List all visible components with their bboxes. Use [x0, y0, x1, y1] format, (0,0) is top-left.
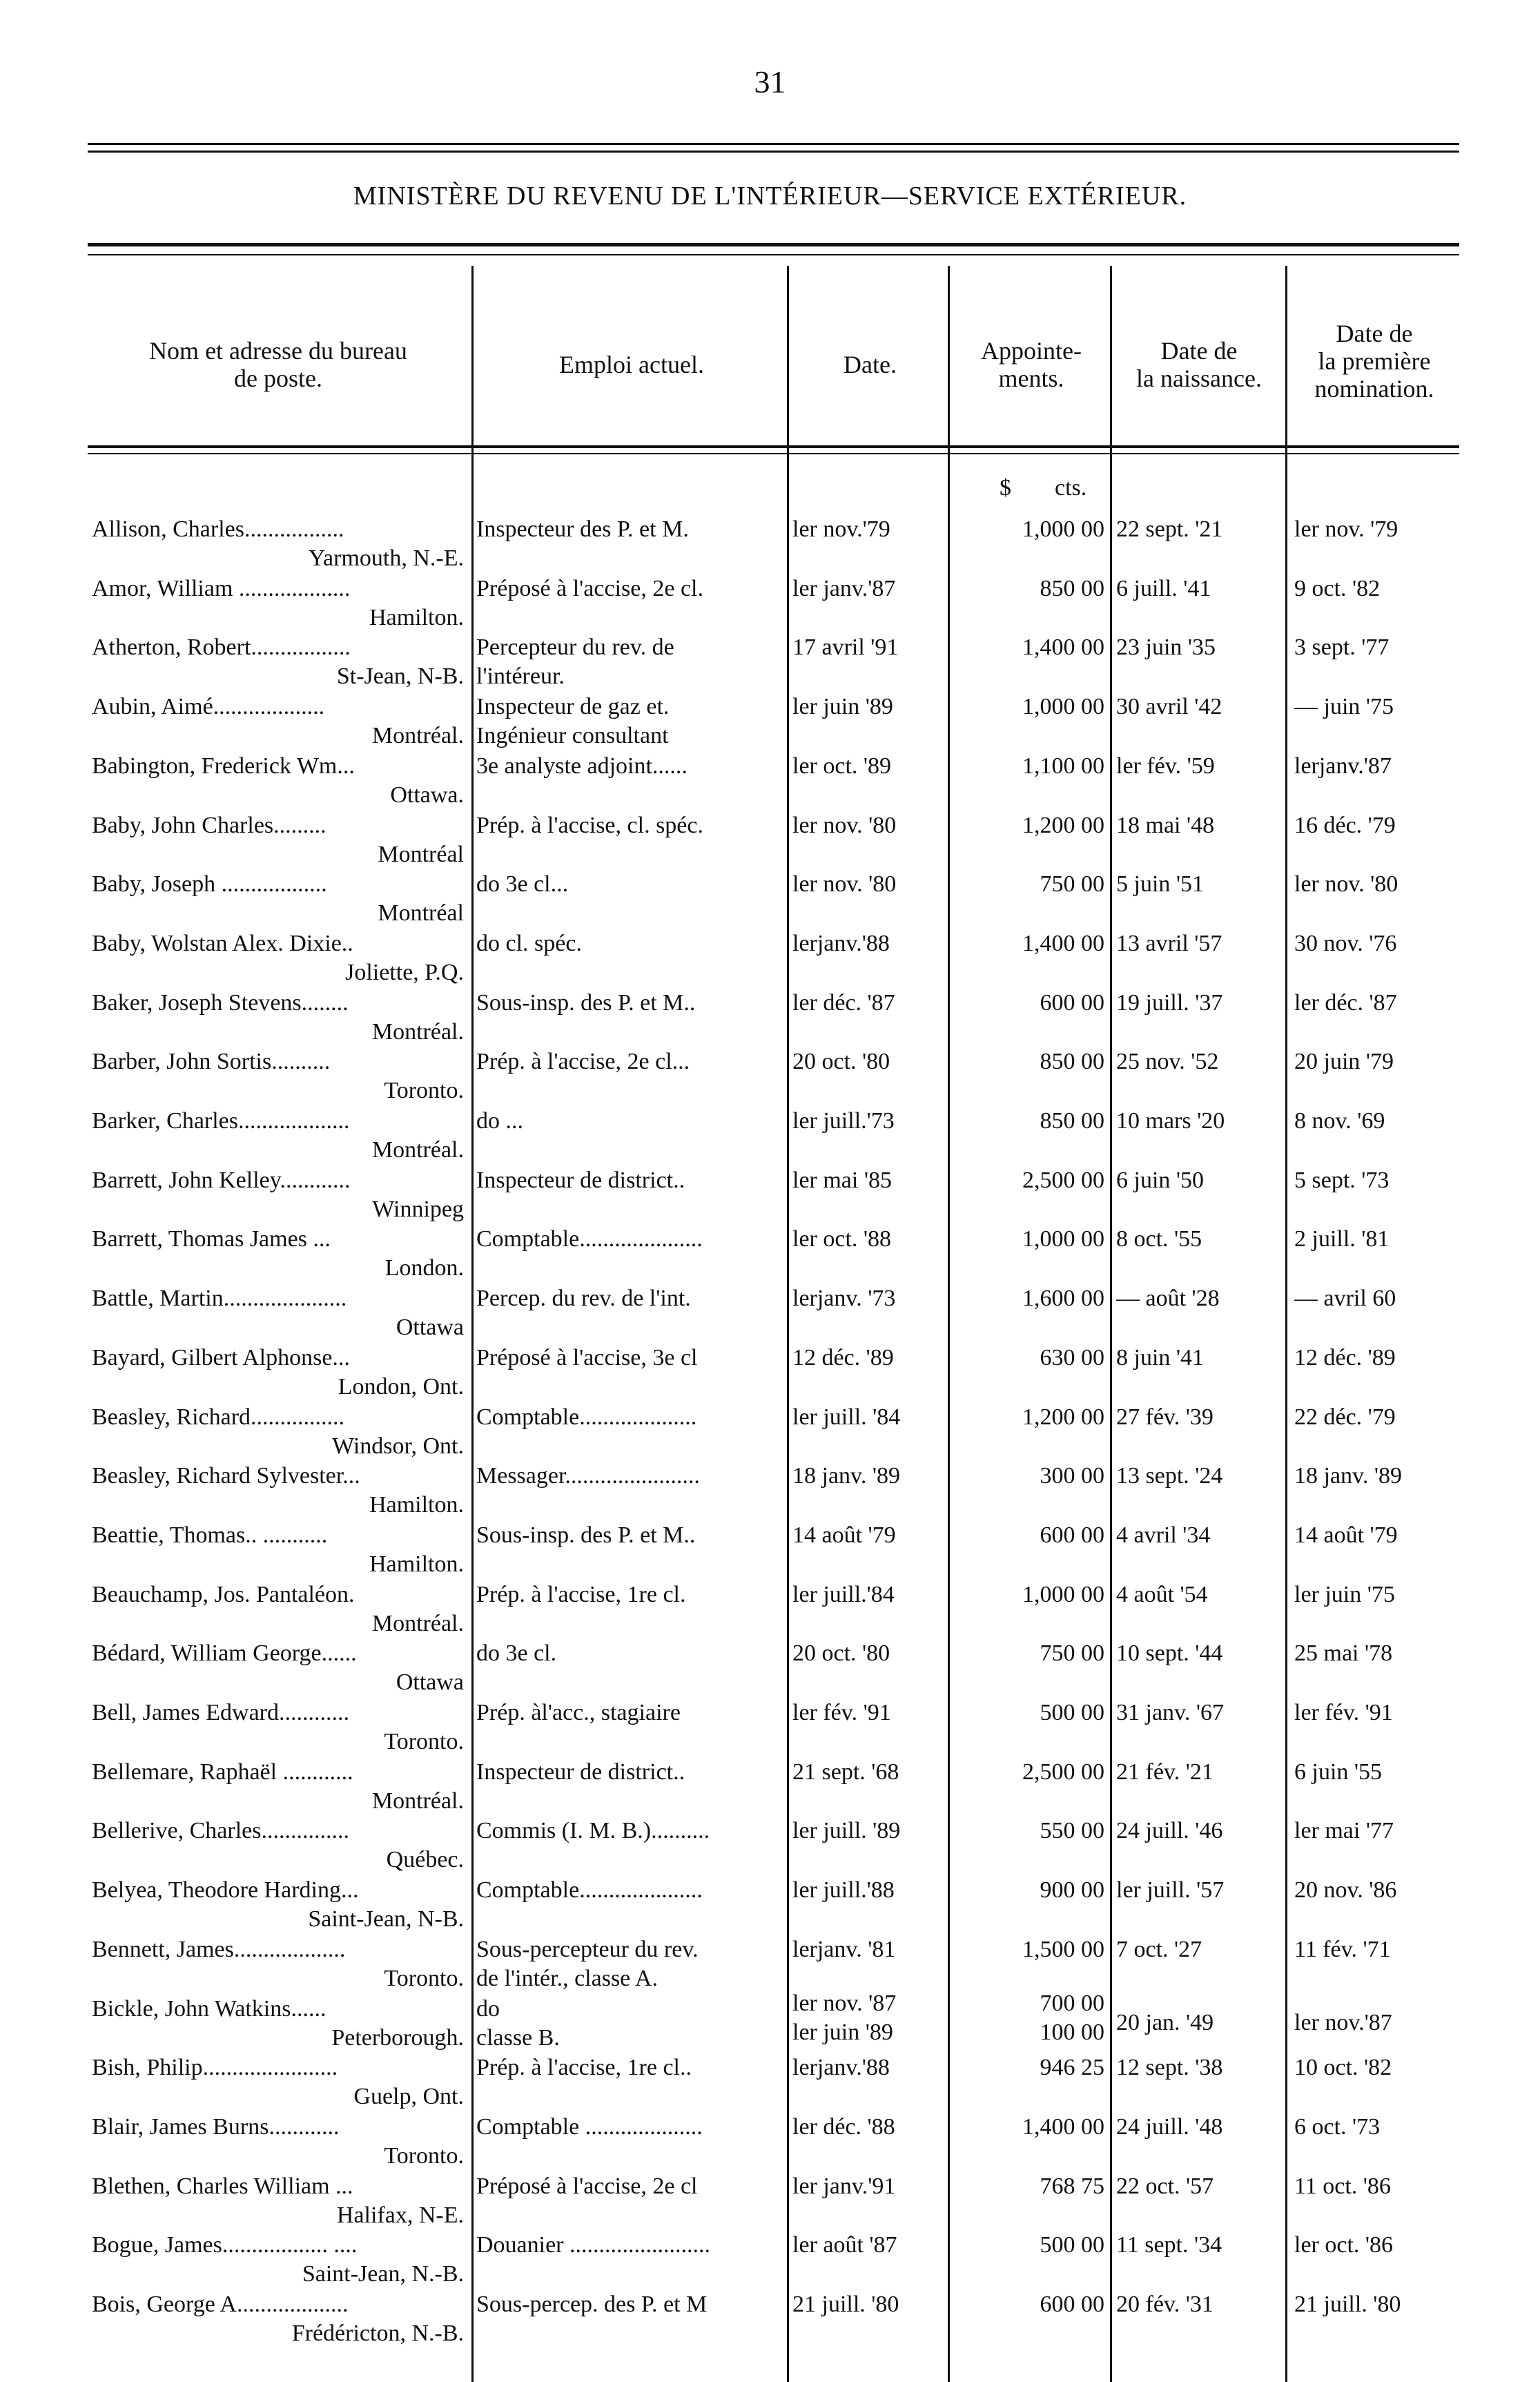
cell-salary: 1,500 00	[1022, 1936, 1104, 1962]
cell-first: 22 déc. '79	[1294, 1404, 1396, 1430]
cell-place: Toronto.	[384, 1078, 464, 1104]
cell-name: Barker, Charles...................	[92, 1108, 350, 1134]
cell-salary: 850 00	[1040, 1049, 1104, 1075]
cell-first: 16 déc. '79	[1294, 812, 1396, 838]
cell-job: Prép. à l'accise, 1re cl..	[476, 2055, 692, 2081]
cell-date: ler août '87	[792, 2232, 897, 2258]
header-job: Emploi actuel.	[559, 351, 704, 378]
cell-place: Toronto.	[384, 2142, 464, 2169]
page-number: 31	[754, 64, 786, 99]
cell-place: Frédéricton, N.-B.	[291, 2321, 464, 2346]
header-first-line-2: la première	[1318, 347, 1431, 375]
cell-job2: de l'intér., classe A.	[476, 1965, 658, 1991]
cell-job: Comptable ....................	[476, 2113, 703, 2140]
header-first	[1288, 320, 1461, 403]
cell-job: do 3e cl...	[476, 871, 569, 898]
title-rule-2	[88, 254, 1459, 255]
cell-job: Inspecteur de gaz et.	[476, 694, 670, 720]
cell-job: Inspecteur des P. et M.	[476, 516, 689, 542]
header-salary	[953, 337, 1110, 392]
header-date: Date.	[844, 351, 897, 378]
cell-name: Beasley, Richard................	[92, 1404, 345, 1430]
cell-place: Toronto.	[384, 1729, 464, 1754]
cell-salary: 750 00	[1040, 1640, 1104, 1667]
cell-name: Bellemare, Raphaël ............	[92, 1759, 353, 1785]
cell-birth: 27 fév. '39	[1116, 1404, 1214, 1430]
cell-salary: 1,400 00	[1022, 635, 1104, 661]
cell-date: ler mai '85	[792, 1167, 892, 1193]
cell-first: 5 sept. '73	[1294, 1167, 1390, 1193]
cell-name: Bédard, William George......	[92, 1640, 357, 1667]
cell-job: Préposé à l'accise, 2e cl.	[476, 575, 703, 601]
cell-job2: classe B.	[476, 2024, 560, 2051]
cell-first: 2 juill. '81	[1294, 1226, 1390, 1252]
cell-birth: 13 avril '57	[1116, 930, 1222, 956]
cell-birth: 25 nov. '52	[1116, 1049, 1219, 1075]
cell-first: ler nov. '80	[1294, 871, 1398, 898]
top-rule-2	[88, 151, 1459, 153]
cell-date: ler nov. '80	[792, 812, 897, 838]
cell-place: Ottawa.	[390, 782, 464, 808]
cell-job: Préposé à l'accise, 3e cl	[476, 1344, 698, 1371]
cell-first: 9 oct. '82	[1294, 575, 1381, 601]
cell-first: ler fév. '91	[1294, 1700, 1393, 1725]
cell-job: Comptable.....................	[476, 1226, 703, 1252]
cell-job: Comptable.....................	[476, 1877, 703, 1904]
header-birth-line-1: Date de	[1160, 337, 1238, 365]
cell-salary: 1,100 00	[1022, 753, 1104, 779]
cell-first: 8 nov. '69	[1294, 1108, 1385, 1134]
cell-date: lerjanv. '81	[792, 1936, 896, 1962]
cell-job: Inspecteur de district..	[476, 1759, 685, 1785]
cell-salary: 850 00	[1040, 575, 1104, 601]
cell-salary2: 100 00	[1040, 2019, 1104, 2045]
cell-name: Babington, Frederick Wm...	[92, 753, 355, 779]
cell-place: Windsor, Ont.	[332, 1433, 464, 1459]
cell-place: Hamilton.	[369, 1551, 464, 1577]
cell-place: Ottawa	[396, 1669, 464, 1696]
header-birth	[1113, 337, 1285, 392]
cell-salary: 850 00	[1040, 1108, 1104, 1134]
header-first-line-1: Date de	[1336, 320, 1413, 347]
cell-job: do	[476, 1995, 500, 2022]
cell-job: do 3e cl.	[476, 1640, 557, 1667]
cell-birth: 21 fév. '21	[1116, 1759, 1214, 1785]
cell-job: 3e analyste adjoint......	[476, 753, 688, 779]
cell-place: Halifax, N-E.	[336, 2202, 464, 2228]
cell-job: Comptable....................	[476, 1404, 697, 1430]
cell-salary: 1,400 00	[1022, 2113, 1104, 2140]
cell-salary: 1,400 00	[1022, 930, 1104, 956]
cell-birth: 30 avril '42	[1116, 694, 1222, 720]
cell-name: Bellerive, Charles...............	[92, 1818, 349, 1844]
cell-name: Bayard, Gilbert Alphonse...	[92, 1344, 350, 1371]
cell-birth: 10 mars '20	[1116, 1108, 1225, 1134]
cell-name: Baker, Joseph Stevens........	[92, 989, 349, 1016]
cell-place: Peterborough.	[331, 2024, 464, 2051]
cell-salary: 946 25	[1040, 2055, 1104, 2081]
cell-first: ler mai '77	[1294, 1818, 1394, 1844]
cell-date: lerjanv. '73	[792, 1286, 896, 1312]
cell-salary: 2,500 00	[1022, 1167, 1104, 1193]
cell-first: 3 sept. '77	[1294, 635, 1390, 661]
cell-first: 30 nov. '76	[1294, 930, 1397, 956]
cell-birth: — août '28	[1116, 1286, 1220, 1312]
cell-date: ler janv.'91	[792, 2173, 896, 2199]
cell-place: Guelp, Ont.	[353, 2084, 464, 2110]
cell-job: do ...	[476, 1108, 523, 1134]
cell-birth: 6 juin '50	[1116, 1167, 1205, 1193]
cell-name: Blair, James Burns............	[92, 2113, 340, 2140]
cell-name: Amor, William ...................	[92, 575, 351, 601]
cell-place: Montréal.	[371, 1137, 464, 1163]
cell-name: Beauchamp, Jos. Pantaléon.	[92, 1581, 355, 1607]
header-salary-line-2: ments.	[998, 365, 1064, 392]
cell-date: ler juill.'84	[792, 1581, 895, 1607]
cell-job2: l'intéreur.	[476, 664, 565, 690]
cell-salary: 900 00	[1040, 1877, 1104, 1904]
cell-first: 12 déc. '89	[1294, 1344, 1396, 1371]
cell-birth: 10 sept. '44	[1116, 1640, 1223, 1667]
cell-place: Montréal.	[371, 1788, 464, 1814]
cell-name: Baby, John Charles.........	[92, 812, 326, 838]
cell-place: Hamilton.	[369, 604, 464, 630]
top-rule-1	[88, 143, 1459, 145]
cell-place: Winnipeg	[372, 1196, 464, 1222]
cell-place: Saint-Jean, N-B.	[308, 1906, 464, 1933]
cell-name: Bois, George A...................	[92, 2292, 349, 2317]
cell-birth: 18 mai '48	[1116, 812, 1215, 838]
cell-date: ler oct. '89	[792, 753, 892, 779]
cell-first: — avril 60	[1294, 1286, 1396, 1312]
cell-job: Sous-percepteur du rev.	[476, 1936, 699, 1962]
col-divider-2	[787, 266, 789, 2382]
cell-date: 21 sept. '68	[792, 1759, 899, 1785]
cell-birth: 24 juill. '46	[1116, 1818, 1223, 1844]
cell-date: 18 janv. '89	[792, 1463, 900, 1489]
cell-salary: 630 00	[1040, 1344, 1104, 1371]
cell-birth: 7 oct. '27	[1116, 1936, 1202, 1962]
cell-date: ler déc. '87	[792, 989, 895, 1016]
cell-salary: 2,500 00	[1022, 1759, 1104, 1785]
cell-job: Prép. à l'accise, 1re cl.	[476, 1581, 686, 1607]
header-salary-line-1: Appointe-	[981, 337, 1082, 365]
cell-salary: 600 00	[1040, 1522, 1104, 1548]
cell-name: Battle, Martin.....................	[92, 1286, 347, 1312]
cell-job: Messager.......................	[476, 1463, 700, 1489]
header-rule-2	[88, 453, 1459, 454]
cell-first: 10 oct. '82	[1294, 2055, 1392, 2081]
cell-name: Baby, Wolstan Alex. Dixie..	[92, 930, 353, 956]
cell-name: Bennett, James...................	[92, 1936, 346, 1962]
cell-place: Montréal	[378, 841, 464, 867]
page-title: MINISTÈRE DU REVENU DE L'INTÉRIEUR—SERVICE EXTÉRIEUR.	[353, 182, 1187, 211]
cell-name: Aubin, Aimé...................	[92, 694, 325, 720]
cell-name: Barrett, John Kelley............	[92, 1167, 351, 1193]
cell-job: Commis (I. M. B.)..........	[476, 1818, 710, 1844]
cell-name: Bell, James Edward............	[92, 1700, 349, 1725]
cell-name: Atherton, Robert.................	[92, 635, 351, 661]
cell-job: Sous-insp. des P. et M..	[476, 989, 696, 1016]
cell-date: 14 août '79	[792, 1522, 896, 1548]
cell-birth: 20 jan. '49	[1116, 2009, 1214, 2035]
cell-place: Hamilton.	[369, 1492, 464, 1518]
cell-place: Toronto.	[384, 1965, 464, 1991]
cell-place: London.	[384, 1255, 464, 1281]
cell-name: Barrett, Thomas James ...	[92, 1226, 331, 1252]
cell-salary: 1,600 00	[1022, 1286, 1104, 1312]
cell-first: 11 fév. '71	[1294, 1936, 1391, 1962]
cell-birth: 5 juin '51	[1116, 871, 1205, 898]
cell-place: Montréal.	[371, 1610, 464, 1636]
cell-date: 21 juill. '80	[792, 2292, 899, 2317]
cell-name: Blethen, Charles William ...	[92, 2173, 353, 2199]
header-first-line-3: nomination.	[1314, 375, 1434, 403]
cell-place: Saint-Jean, N.-B.	[302, 2261, 464, 2287]
cell-first: ler déc. '87	[1294, 989, 1397, 1016]
cell-first: 6 oct. '73	[1294, 2113, 1381, 2140]
cell-place: Montréal.	[371, 1018, 464, 1045]
cell-date: ler fév. '91	[792, 1700, 891, 1725]
cell-birth: 4 avril '34	[1116, 1522, 1211, 1548]
cell-date: 17 avril '91	[792, 635, 899, 661]
cell-name: Bish, Philip.......................	[92, 2055, 338, 2081]
cell-birth: 24 juill. '48	[1116, 2113, 1223, 2140]
cell-job: Prép. à l'accise, cl. spéc.	[476, 812, 703, 838]
cell-birth: 13 sept. '24	[1116, 1463, 1223, 1489]
cell-name: Allison, Charles.................	[92, 516, 344, 542]
cell-first: 18 janv. '89	[1294, 1463, 1402, 1489]
cell-first: 21 juill. '80	[1294, 2292, 1401, 2317]
cell-salary: 300 00	[1040, 1463, 1104, 1489]
cell-birth: 31 janv. '67	[1116, 1700, 1224, 1725]
cell-date: ler janv.'87	[792, 575, 896, 601]
cell-name: Beasley, Richard Sylvester...	[92, 1463, 360, 1489]
cell-first: ler nov. '79	[1294, 516, 1398, 542]
cell-job: Prép. àl'acc., stagiaire	[476, 1700, 681, 1725]
unit-cents: cts.	[1055, 475, 1087, 501]
cell-birth: ler juill. '57	[1116, 1877, 1225, 1904]
cell-date: lerjanv.'88	[792, 2055, 890, 2081]
cell-date: ler nov. '87	[792, 1990, 897, 2016]
cell-name: Baby, Joseph ..................	[92, 871, 327, 898]
cell-salary: 1,000 00	[1022, 516, 1104, 542]
cell-date: ler nov. '80	[792, 871, 897, 898]
cell-place: Joliette, P.Q.	[345, 959, 464, 985]
cell-birth: 6 juill. '41	[1116, 575, 1211, 601]
cell-date2: ler juin '89	[792, 2019, 893, 2045]
cell-place: Yarmouth, N.-E.	[308, 545, 464, 571]
cell-salary: 1,200 00	[1022, 812, 1104, 838]
cell-date: ler juill.'88	[792, 1877, 895, 1904]
cell-birth: ler fév. '59	[1116, 753, 1215, 779]
col-divider-1	[471, 266, 474, 2382]
cell-first: 6 juin '55	[1294, 1759, 1383, 1785]
cell-birth: 4 août '54	[1116, 1581, 1208, 1607]
unit-dollars: $	[1000, 475, 1011, 501]
cell-salary: 1,200 00	[1022, 1404, 1104, 1430]
cell-job2: Ingénieur consultant	[476, 723, 669, 749]
cell-birth: 8 juin '41	[1116, 1344, 1205, 1371]
cell-first: 14 août '79	[1294, 1522, 1398, 1548]
cell-first: 11 oct. '86	[1294, 2173, 1391, 2199]
header-name-line-2: de poste.	[234, 365, 322, 392]
cell-first: ler oct. '86	[1294, 2232, 1394, 2258]
cell-first: — juin '75	[1294, 694, 1394, 720]
cell-job: do cl. spéc.	[476, 930, 582, 956]
cell-date: 20 oct. '80	[792, 1640, 890, 1667]
cell-job: Prép. à l'accise, 2e cl...	[476, 1049, 690, 1075]
cell-first: 25 mai '78	[1294, 1640, 1393, 1667]
cell-name: Beattie, Thomas.. ...........	[92, 1522, 328, 1548]
cell-date: ler juill.'73	[792, 1108, 895, 1134]
cell-birth: 8 oct. '55	[1116, 1226, 1202, 1252]
cell-birth: 12 sept. '38	[1116, 2055, 1223, 2081]
cell-salary: 550 00	[1040, 1818, 1104, 1844]
cell-place: London, Ont.	[338, 1373, 464, 1400]
cell-name: Bogue, James.................. ....	[92, 2232, 358, 2258]
cell-name: Bickle, John Watkins......	[92, 1995, 326, 2022]
cell-date: ler oct. '88	[792, 1226, 892, 1252]
cell-name: Belyea, Theodore Harding...	[92, 1877, 359, 1904]
col-divider-4	[1110, 266, 1112, 2382]
cell-birth: 19 juill. '37	[1116, 989, 1223, 1016]
cell-job: Douanier ........................	[476, 2232, 711, 2258]
cell-salary: 500 00	[1040, 2232, 1104, 2258]
cell-first: lerjanv.'87	[1294, 753, 1392, 779]
cell-date: lerjanv.'88	[792, 930, 890, 956]
header-name	[92, 337, 465, 392]
cell-birth: 23 juin '35	[1116, 635, 1216, 661]
cell-date: 20 oct. '80	[792, 1049, 890, 1075]
cell-first: 20 juin '79	[1294, 1049, 1394, 1075]
cell-job: Sous-percep. des P. et M	[476, 2292, 708, 2317]
cell-job: Percepteur du rev. de	[476, 635, 674, 661]
cell-date: 12 déc. '89	[792, 1344, 894, 1371]
cell-name: Barber, John Sortis..........	[92, 1049, 331, 1075]
cell-birth: 22 oct. '57	[1116, 2173, 1214, 2199]
cell-date: ler juill. '89	[792, 1818, 901, 1844]
header-rule-1	[88, 445, 1459, 448]
cell-salary: 768 75	[1040, 2173, 1104, 2199]
cell-place: Ottawa	[396, 1315, 464, 1341]
header-birth-line-2: la naissance.	[1136, 365, 1262, 392]
cell-job: Préposé à l'accise, 2e cl	[476, 2173, 698, 2199]
col-divider-5	[1285, 266, 1287, 2382]
cell-job: Sous-insp. des P. et M..	[476, 1522, 696, 1548]
header-name-line-1: Nom et adresse du bureau	[149, 337, 407, 365]
cell-first: ler nov.'87	[1294, 2009, 1392, 2035]
cell-job: Percep. du rev. de l'int.	[476, 1286, 691, 1312]
cell-salary: 1,000 00	[1022, 694, 1104, 720]
cell-place: St-Jean, N-B.	[336, 664, 464, 690]
cell-place: Québec.	[386, 1847, 464, 1873]
cell-salary: 1,000 00	[1022, 1581, 1104, 1607]
cell-first: 20 nov. '86	[1294, 1877, 1397, 1904]
cell-date: ler juill. '84	[792, 1404, 901, 1430]
cell-job: Inspecteur de district..	[476, 1167, 685, 1193]
cell-salary: 1,000 00	[1022, 1226, 1104, 1252]
cell-birth: 22 sept. '21	[1116, 516, 1223, 542]
cell-place: Montréal	[378, 900, 464, 927]
cell-date: ler nov.'79	[792, 516, 890, 542]
cell-salary: 600 00	[1040, 989, 1104, 1016]
cell-birth: 11 sept. '34	[1116, 2232, 1222, 2258]
cell-salary: 750 00	[1040, 871, 1104, 898]
title-rule-1	[88, 243, 1459, 246]
cell-date: ler juin '89	[792, 694, 893, 720]
cell-date: ler déc. '88	[792, 2113, 895, 2140]
cell-place: Montréal.	[371, 723, 464, 749]
cell-first: ler juin '75	[1294, 1581, 1395, 1607]
cell-salary: 500 00	[1040, 1700, 1104, 1725]
cell-salary: 600 00	[1040, 2292, 1104, 2317]
cell-salary: 700 00	[1040, 1990, 1104, 2016]
col-divider-3	[948, 266, 950, 2382]
cell-birth: 20 fév. '31	[1116, 2292, 1214, 2317]
